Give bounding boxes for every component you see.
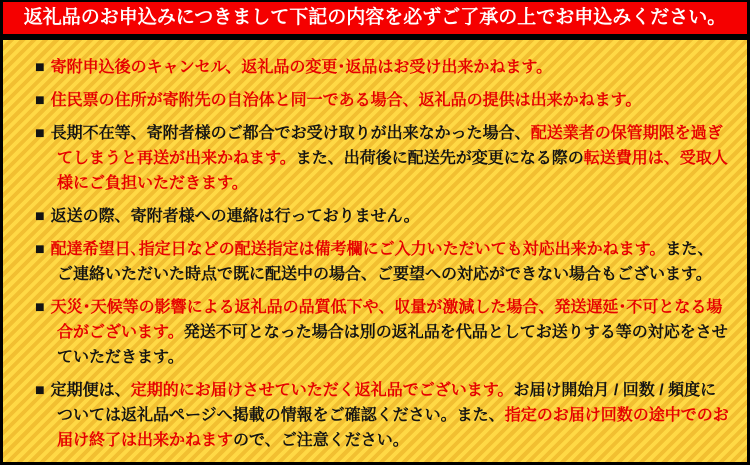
notice-segment: 定期便は、 xyxy=(50,382,131,399)
notice-segment: 転送費用は、受取人様にご負担いただきます。 xyxy=(57,150,728,192)
square-bullet-icon: ■ xyxy=(35,59,45,76)
notice-item xyxy=(35,295,729,370)
square-bullet-icon: ■ xyxy=(35,241,45,258)
notice-segment: 配送業者の保管期限を過ぎてしまうと再送が出来かねます。 xyxy=(57,125,723,167)
notice-item xyxy=(35,88,729,113)
notice-segment: 住民票の住所が寄附先の自治体と同一である場合、返礼品の提供は出来かねます。 xyxy=(50,92,642,109)
notice-item xyxy=(35,237,729,287)
notice-segment: 返送の際、寄附者様への連絡は行っておりません。 xyxy=(50,208,420,225)
notice-segment: ので、ご注意ください。 xyxy=(233,432,409,449)
notice-segment: 定期的にお届けさせていただく返礼品でございます。 xyxy=(130,382,514,399)
header-title: 返礼品のお申込みにつきまして下記の内容を必ずご了承の上でお申込みください。 xyxy=(23,7,727,28)
notice-item xyxy=(35,378,729,453)
square-bullet-icon: ■ xyxy=(35,125,45,142)
notice-segment: 長期不在等、寄附者様のご都合でお受け取りが出来なかった場合、 xyxy=(50,125,531,142)
square-bullet-icon: ■ xyxy=(35,382,45,399)
notice-segment: 発送不可となった場合は別の返礼品を代品としてお送りする等の対応をさせていただきます。 xyxy=(57,324,728,366)
square-bullet-icon: ■ xyxy=(35,92,45,109)
notice-segment: 天災･天候等の影響による返礼品の品質低下や、収量が激減した場合、発送遅延･不可となる場合がございます。 xyxy=(50,299,723,341)
notice-item xyxy=(35,121,729,196)
notice-segment: 配達希望日､指定日などの配送指定は備考欄にご入力いただいても対応出来かねます。 xyxy=(50,241,666,258)
notice-segment: 指定のお届け回数の途中でのお届け終了は出来かねます xyxy=(57,407,729,449)
notice-segment: お届け開始月 / 回数 / 頻度については返礼品ページへ掲載の情報をご確認ください。また、 xyxy=(57,382,717,424)
square-bullet-icon: ■ xyxy=(35,208,45,225)
square-bullet-icon: ■ xyxy=(35,299,45,316)
header-banner xyxy=(3,2,747,34)
notice-segment: また、ご連絡いただいた時点で既に配送中の場合、ご要望への対応ができない場合もございます。 xyxy=(57,241,714,283)
notice-item xyxy=(35,55,729,80)
notice-segment: 寄附申込後のキャンセル、返礼品の変更･返品はお受け出来かねます。 xyxy=(50,59,553,76)
notice-item xyxy=(35,204,729,229)
notice-segment: また、出荷後に配送先が変更になる際の xyxy=(295,150,584,167)
notice-list xyxy=(3,40,747,462)
